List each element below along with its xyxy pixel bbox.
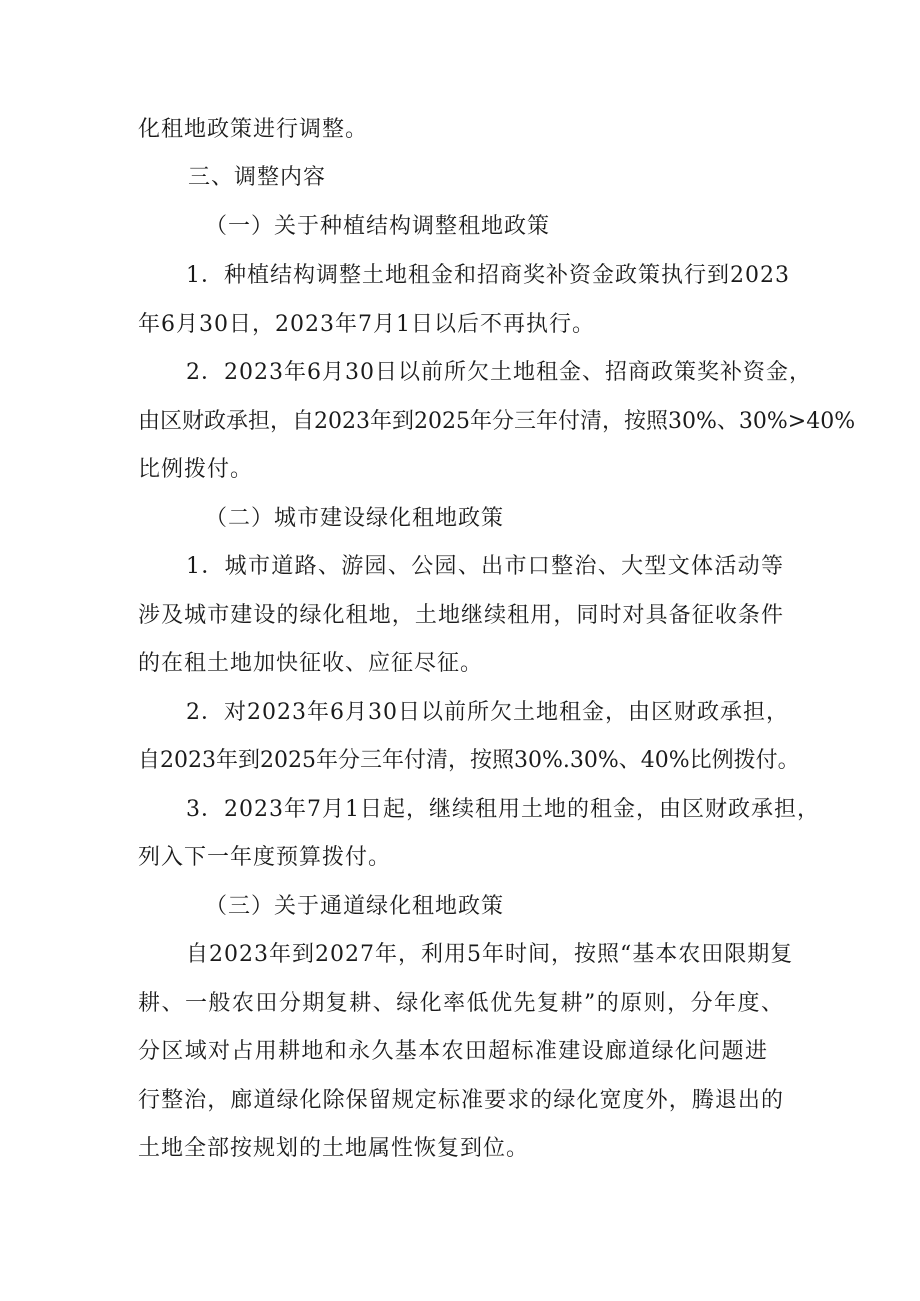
paragraph-line: 自2023年到2027年，利用5年时间，按照“基本农田限期复 — [186, 942, 794, 967]
paragraph-line: 自2023年到2025年分三年付清，按照30%.30%、40%比例拨付。 — [138, 748, 800, 773]
paragraph-line: 1．种植结构调整土地租金和招商奖补资金政策执行到2023 — [186, 263, 790, 288]
paragraph-line: 的在租土地加快征收、应征尽征。 — [138, 651, 484, 676]
section-heading: 三、调整内容 — [188, 165, 327, 190]
paragraph-line: 涉及城市建设的绿化租地，土地继续租用，同时对具备征收条件 — [138, 603, 784, 628]
paragraph-line: 土地全部按规划的土地属性恢复到位。 — [138, 1136, 530, 1161]
subsection-heading: （三）关于通道绿化租地政策 — [205, 894, 505, 919]
paragraph-line: 比例拨付。 — [138, 457, 254, 482]
paragraph-line: 1．城市道路、游园、公园、出市口整治、大型文体活动等 — [186, 554, 784, 579]
subsection-heading: （一）关于种植结构调整租地政策 — [205, 214, 551, 239]
paragraph-line: 耕、一般农田分期复耕、绿化率低优先复耕”的原则，分年度、 — [138, 991, 784, 1016]
paragraph-line: 年6月30日，2023年7月1日以后不再执行。 — [138, 312, 595, 337]
paragraph-line: 分区域对占用耕地和永久基本农田超标准建设廊道绿化问题进 — [138, 1039, 768, 1064]
paragraph-line: 3．2023年7月1日起，继续租用土地的租金，由区财政承担， — [186, 797, 820, 822]
paragraph-line: 行整治，廊道绿化除保留规定标准要求的绿化宽度外，腾退出的 — [138, 1088, 784, 1113]
subsection-heading: （二）城市建设绿化租地政策 — [205, 506, 505, 531]
paragraph-line: 列入下一年度预算拨付。 — [138, 845, 392, 870]
paragraph-line: 2．2023年6月30日以前所欠土地租金、招商政策奖补资金， — [186, 360, 812, 385]
paragraph-line: 由区财政承担，自2023年到2025年分三年付清，按照30%、30%>40% — [138, 409, 856, 434]
paragraph-line: 化租地政策进行调整。 — [138, 117, 369, 142]
paragraph-line: 2．对2023年6月30日以前所欠土地租金，由区财政承担， — [186, 700, 789, 725]
